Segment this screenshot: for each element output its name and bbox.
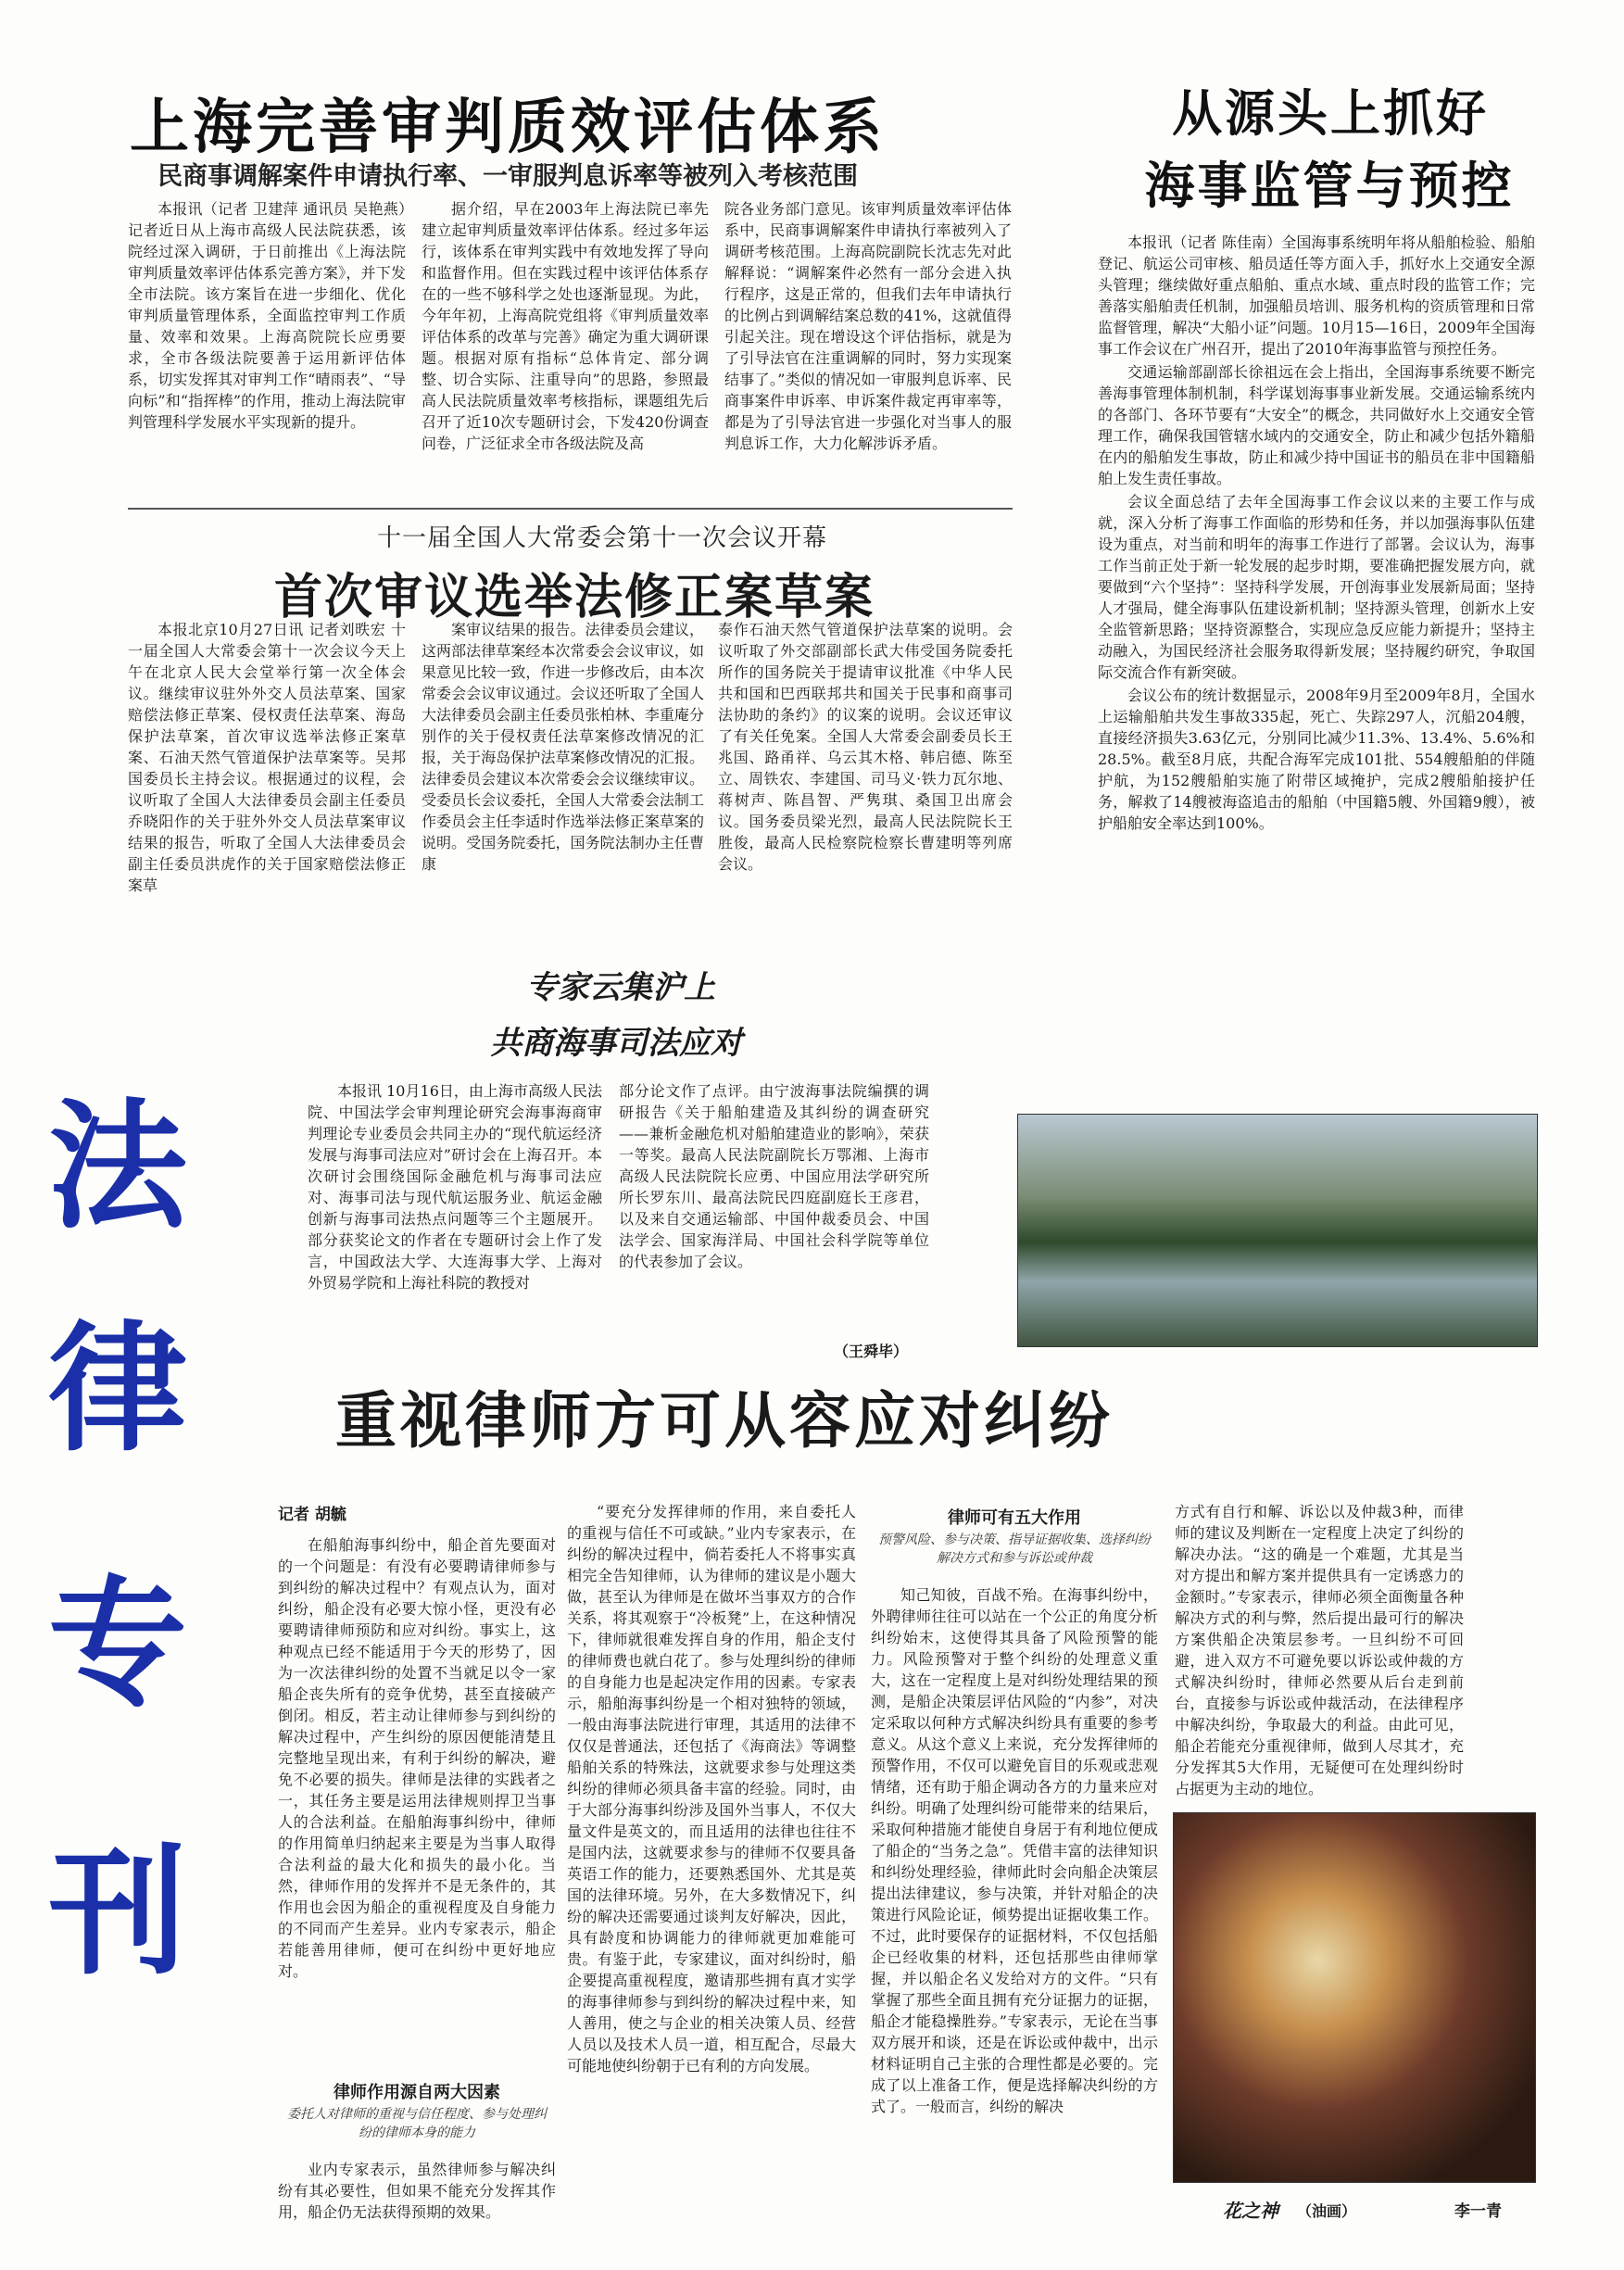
landscape-photo xyxy=(1017,1114,1538,1347)
article1-col1: 本报讯（记者 卫建萍 通讯员 吴艳燕）记者近日从上海市高级人民法院获悉，该院经过深入调研，于日前推出《上海法院审判质量效率评估体系完善方案》，并下发全市法院。该方案旨在进一步细化、优化审判质量管理体系，全面监控审判工作质量、效率和效果。上海高院院长应勇要求，全市各级法院要善于运用新评估体系，切实发挥其对审判工作“晴雨表”、“导向标”和“指挥棒”的作用，推动上海法院审判管理科学发展水平实现新的提升。 xyxy=(128,200,406,431)
article5-sec2-sub: 预警风险、参与决策、指导证据收集、选择纠纷解决方式和参与诉讼或仲裁 xyxy=(878,1532,1151,1566)
article4-col2: 部分论文作了点评。由宁波海事法院编撰的调研报告《关于船舶建造及其纠纷的调查研究——兼析金融危机对船舶建造业的影响》，荣获一等奖。最高人民法院副院长万鄂湘、上海市高级人民法院院长应勇、中国应用法学研究所所长罗东川、最高法院民四庭副庭长王彦君，以及来自交通运输部、中国仲裁委员会、中国法学会、国家海洋局、中国社会科学院等单位的代表参加了会议。 xyxy=(619,1082,929,1270)
article3-col1: 本报北京10月27日讯 记者刘昳宏 十一届全国人大常委会第十一次会议今天上午在北京人民大会堂举行第一次全体会议。继续审议驻外外交人员法草案、国家赔偿法修正草案、侵权责任法草案、海岛保护法草案，首次审议选举法修正案草案、石油天然气管道保护法草案等。吴邦国委员长主持会议。根据通过的议程，会议听取了全国人大法律委员会副主任委员乔晓阳作的关于驻外外交人员法草案审议结果的报告，听取了全国人大法律委员会副主任委员洪虎作的关于国家赔偿法修正案草 xyxy=(128,621,406,894)
article4-author: （王舜毕） xyxy=(834,1343,909,1360)
article4-col1: 本报讯 10月16日，由上海市高级人民法院、中国法学会审判理论研究会海事海商审判理论专业委员会共同主办的“现代航运经济发展与海事司法应对”研讨会在上海召开。本次研讨会围绕国际金融危机与海事司法应对、海事司法与现代航运服务业、航运金融创新与海事司法热点问题等三个主题展开。部分获奖论文的作者在专题研讨会上作了发言，中国政法大学、大连海事大学、上海对外贸易学院和上海社科院的教授对 xyxy=(308,1082,602,1292)
painting-caption-title: 花之神 xyxy=(1223,2200,1278,2222)
article5-sec2-head: 律师可有五大作用 xyxy=(948,1508,1081,1528)
article5-col2: “要充分发挥律师的作用，来自委托人的重视与信任不可或缺。”业内专家表示，在纠纷的解决过程中，倘若委托人不将事实真相完全告知律师，认为律师的建议是小题大做，甚至认为律师是在做坏当事双方的合作关系，将其观察于“冷板凳”上，在这种情况下，律师就很难发挥自身的作用，船企支付的律师费也就白花了。参与处理纠纷的律师的自身能力也是起决定作用的因素。专家表示，船舶海事纠纷是一个相对独特的领域，一般由海事法院进行审理，其适用的法律不仅仅是普通法，还包括了《海商法》等调整船舶关系的特殊法，这就要求参与处理这类纠纷的律师必须具备丰富的经验。同时，由于大部分海事纠纷涉及国外当事人，不仅大量文件是英文的，而且适用的法律也往往不是国内法，这就要求参与的律师不仅要具备英语工作的能力，还要熟悉国外、尤其是英国的法律环境。另外，在大多数情况下，纠纷的解决还需要通过谈判友好解决，因此，具有龄度和协调能力的律师就更加难能可贵。有鉴于此，专家建议，面对纠纷时，船企要提高重视程度，邀请那些拥有真才实学的海事律师参与到纠纷的解决过程中来，知人善用，使之与企业的相关决策人员、经营人员以及技术人员一道，相互配合，尽最大可能地使纠纷朝于已有利的方向发展。 xyxy=(567,1503,856,2075)
article3-title: 首次审议选举法修正案草案 xyxy=(273,569,875,625)
article3-col3: 泰作石油天然气管道保护法草案的说明。会议听取了外交部副部长武大伟受国务院委托所作的国务院关于提请审议批准《中华人民共和国和巴西联邦共和国关于民事和商事司法协助的条约》的议案的说明。会议还审议了有关任免案。全国人大常委会副委员长王兆国、路甬祥、乌云其木格、韩启德、陈至立、周铁农、李建国、司马义·铁力瓦尔地、蒋树声、陈昌智、严隽琪、桑国卫出席会议。国务委员梁光烈，最高人民法院院长王胜俊，最高人民检察院检察长曹建明等列席会议。 xyxy=(718,621,1013,873)
article2-title-line1: 从源头上抓好 xyxy=(1172,83,1489,143)
painting-caption-artist: 李一青 xyxy=(1454,2202,1502,2221)
article1-title: 上海完善审判质效评估体系 xyxy=(130,93,886,162)
section-label-char-2: 律 xyxy=(48,1309,188,1470)
article5-sec1-sub: 委托人对律师的重视与信任程度、参与处理纠纷的律师本身的能力 xyxy=(287,2107,547,2140)
article4-title-line2: 共商海事司法应对 xyxy=(490,1025,742,1062)
section-label-char-3: 专 xyxy=(48,1564,188,1725)
article3-col2: 案审议结果的报告。法律委员会建议，这两部法律草案经本次常委会会议审议，如果意见比较一致，作进一步修改后，由本次常委会会议审议通过。会议还听取了全国人大法律委员会副主任委员张柏林、李重庵分别作的关于侵权责任法草案修改情况的汇报，关于海岛保护法草案修改情况的汇报。法律委员会建议本次常委会会议继续审议。受委员长会议委托，全国人大常委会法制工作委员会主任李适时作选举法修正案草案的说明。受国务院委托，国务院法制办主任曹康 xyxy=(422,621,704,873)
article2-title-line2: 海事监管与预控 xyxy=(1144,156,1515,215)
article4-title-line1: 专家云集沪上 xyxy=(526,969,715,1006)
article1-col3: 院各业务部门意见。该审判质量效率评估体系中，民商事调解案件申请执行率被列入了调研考核范围。上海高院副院长沈志先对此解释说：“调解案件必然有一部分会进入执行程序，这是正常的，但我们去年申请执行的比例占到调解结案总数的41%，这就值得引起关注。现在增设这个评估指标，就是为了引导法官在注重调解的同时，努力实现案结事了。”类似的情况如一审服判息诉率、民商事案件申诉率、申诉案件裁定再审率等，都是为了引导法官进一步强化对当事人的服判息诉工作，大力化解涉诉矛盾。 xyxy=(724,200,1012,452)
article5-col3: 知己知彼，百战不殆。在海事纠纷中，外聘律师往往可以站在一个公正的角度分析纠纷始末，这使得其具备了风险预警的能力。风险预警对于整个纠纷的处理意义重大，这在一定程度上是对纠纷处理结果的预测，是船企决策层评估风险的“内参”，对决定采取以何种方式解决纠纷具有重要的参考意义。从这个意义上来说，充分发挥律师的预警作用，不仅可以避免盲目的乐观或悲观情绪，还有助于船企调动各方的力量来应对纠纷。明确了处理纠纷可能带来的结果后，采取何种措施才能使自身居于有利地位便成了船企的“当务之急”。凭借丰富的法律知识和纠纷处理经验，律师此时会向船企决策层提出法律建议，参与决策，并针对船企的决策进行风险论证，倾势提出证据收集工作。不过，此时要保存的证据材料，不仅包括船企已经收集的材料，还包括那些由律师掌握，并以船企名义发给对方的文件。“只有掌握了那些全面且拥有充分证据力的证据，船企才能稳操胜券。”专家表示，无论在当事双方展开和谈，还是在诉讼或仲裁中，出示材料证明自己主张的合理性都是必要的。完成了以上准备工作，便是选择解决纠纷的方式了。一般而言，纠纷的解决 xyxy=(871,1586,1158,2115)
article1-col2: 据介绍，早在2003年上海法院已率先建立起审判质量效率评估体系。经过多年运行，该体系在审判实践中有效地发挥了导向和监督作用。但在实践过程中该评估体系存在的一些不够科学之处也逐渐显现。为此，今年年初，上海高院党组将《审判质量效率评估体系的改革与完善》确定为重大调研课题。根据对原有指标“总体肯定、部分调整、切合实际、注重导向”的思路，参照最高人民法院质量效率考核指标，课题组先后召开了近10次专题研讨会，下发420份调查问卷，广泛征求全市各级法院及高 xyxy=(422,200,709,452)
article3-kicker: 十一届全国人大常委会第十一次会议开幕 xyxy=(376,524,827,552)
painting-caption-medium: （油画） xyxy=(1297,2202,1357,2220)
article5-col4: 方式有自行和解、诉讼以及仲裁3种，而律师的建议及判断在一定程度上决定了纠纷的解决办法。“这的确是一个难题，尤其是当对方提出和解方案并提供具有一定诱惑力的金额时。”专家表示，律师必须全面衡量各种解决方式的利与弊，然后提出最可行的解决方案供船企决策层参考。一旦纠纷不可回避，进入双方不可避免要以诉讼或仲裁的方式解决纠纷时，律师必然要从后台走到前台，直接参与诉讼或仲裁活动，在法律程序中解决纠纷，争取最大的利益。由此可见，船企若能充分重视律师，做到人尽其才，充分发挥其5大作用，无疑便可在处理纠纷时占据更为主动的地位。 xyxy=(1175,1503,1464,1797)
article5-col1b: 业内专家表示，虽然律师参与解决纠纷有其必要性，但如果不能充分发挥其作用，船企仍无法获得预期的效果。 xyxy=(278,2161,556,2221)
section-label-char-4: 刊 xyxy=(48,1833,188,1994)
article2-body: 本报讯（记者 陈佳南）全国海事系统明年将从船舶检验、船舶登记、航运公司审核、船员适任等方面入手，抓好水上交通安全源头管理；继续做好重点船舶、重点水域、重点时段的监管工作；完善落实船舶责任机制，加强船员培训、服务机构的资质管理和日常监督管理，解决“大船小证”问题。10月15—16日，2009年全国海事工作会议在广州召开，提出了2010年海事监管与预控任务。 交通运输部副部长徐祖远在会上指出，全国海事系统要不断完善海事管理体制机制，科学谋划海事事业新发展。交通运输系统内的各部门、各环节要有“大安全”的概念，共同做好水上交通安全管理工作，确保我国管辖水域内的交通安全，防止和减少包括外籍船在内的船舶发生事故，防止和减少持中国证书的船员在非中国籍船舶上发生责任事故。 会议全面总结了去年全国海事工作会议以来的主要工作与成就，深入分析了海事工作面临的形势和任务，并以加强海事队伍建设为重点，对当前和明年的海事工作进行了部署。会议认为，海事工作当前正处于新一轮发展的起步时期，要准确把握发展方向，就要做到“六个坚持”：坚持科学发展，开创海事业发展新局面；坚持人才强局，健全海事队伍建设新机制；坚持源头管理，创新水上安全监管新思路；坚持资源整合，实现应急反应能力新提升；坚持主动融入，为国民经济社会服务取得新发展；坚持履约研究，争取国际交流合作有新突破。 会议公布的统计数据显示，2008年9月至2009年8月，全国水上运输船舶共发生事故335起，死亡、失踪297人，沉船204艘，直接经济损失3.63亿元，分别同比减少11.3%、13.4%、5.6%和28.5%。截至8月底，共配合海军完成101批、554艘船舶的伴随护航，为152艘船舶实施了附带区域掩护，完成2艘船舶接护任务，解救了14艘被海盗追击的船舶（中国籍5艘、外国籍9艘），被护船舶安全率达到100%。 xyxy=(1098,233,1535,832)
article1-subtitle: 民商事调解案件申请执行率、一审服判息诉率等被列入考核范围 xyxy=(157,162,858,191)
article5-byline: 记者 胡毓 xyxy=(278,1506,346,1524)
article3-top-rule xyxy=(128,508,1013,510)
article5-sec1-head: 律师作用源自两大因素 xyxy=(334,2083,500,2102)
section-label-char-1: 法 xyxy=(48,1087,188,1248)
article5-col1: 在船舶海事纠纷中，船企首先要面对的一个问题是：有没有必要聘请律师参与到纠纷的解决过程中？有观点认为，面对纠纷，船企没有必要大惊小怪，更没有必要聘请律师预防和应对纠纷。事实上，这种观点已经不能适用于今天的形势了，因为一次法律纠纷的处置不当就足以令一家船企丧失所有的竞争优势，甚至直接破产倒闭。相反，若主动让律师参与到纠纷的解决过程中，产生纠纷的原因便能清楚且完整地呈现出来，有利于纠纷的解决，避免不必要的损失。律师是法律的实践者之一，其任务主要是运用法律规则捍卫当事人的合法利益。在船舶海事纠纷中，律师的作用简单归纳起来主要是为当事人取得合法利益的最大化和损失的最小化。当然，律师作用的发挥并不是无条件的，其作用也会因为船企的重视程度及自身能力的不同而产生差异。业内专家表示，船企若能善用律师，便可在纠纷中更好地应对。 xyxy=(278,1536,556,1980)
painting-image xyxy=(1173,1812,1536,2183)
article5-title: 重视律师方可从容应对纠纷 xyxy=(335,1385,1114,1457)
